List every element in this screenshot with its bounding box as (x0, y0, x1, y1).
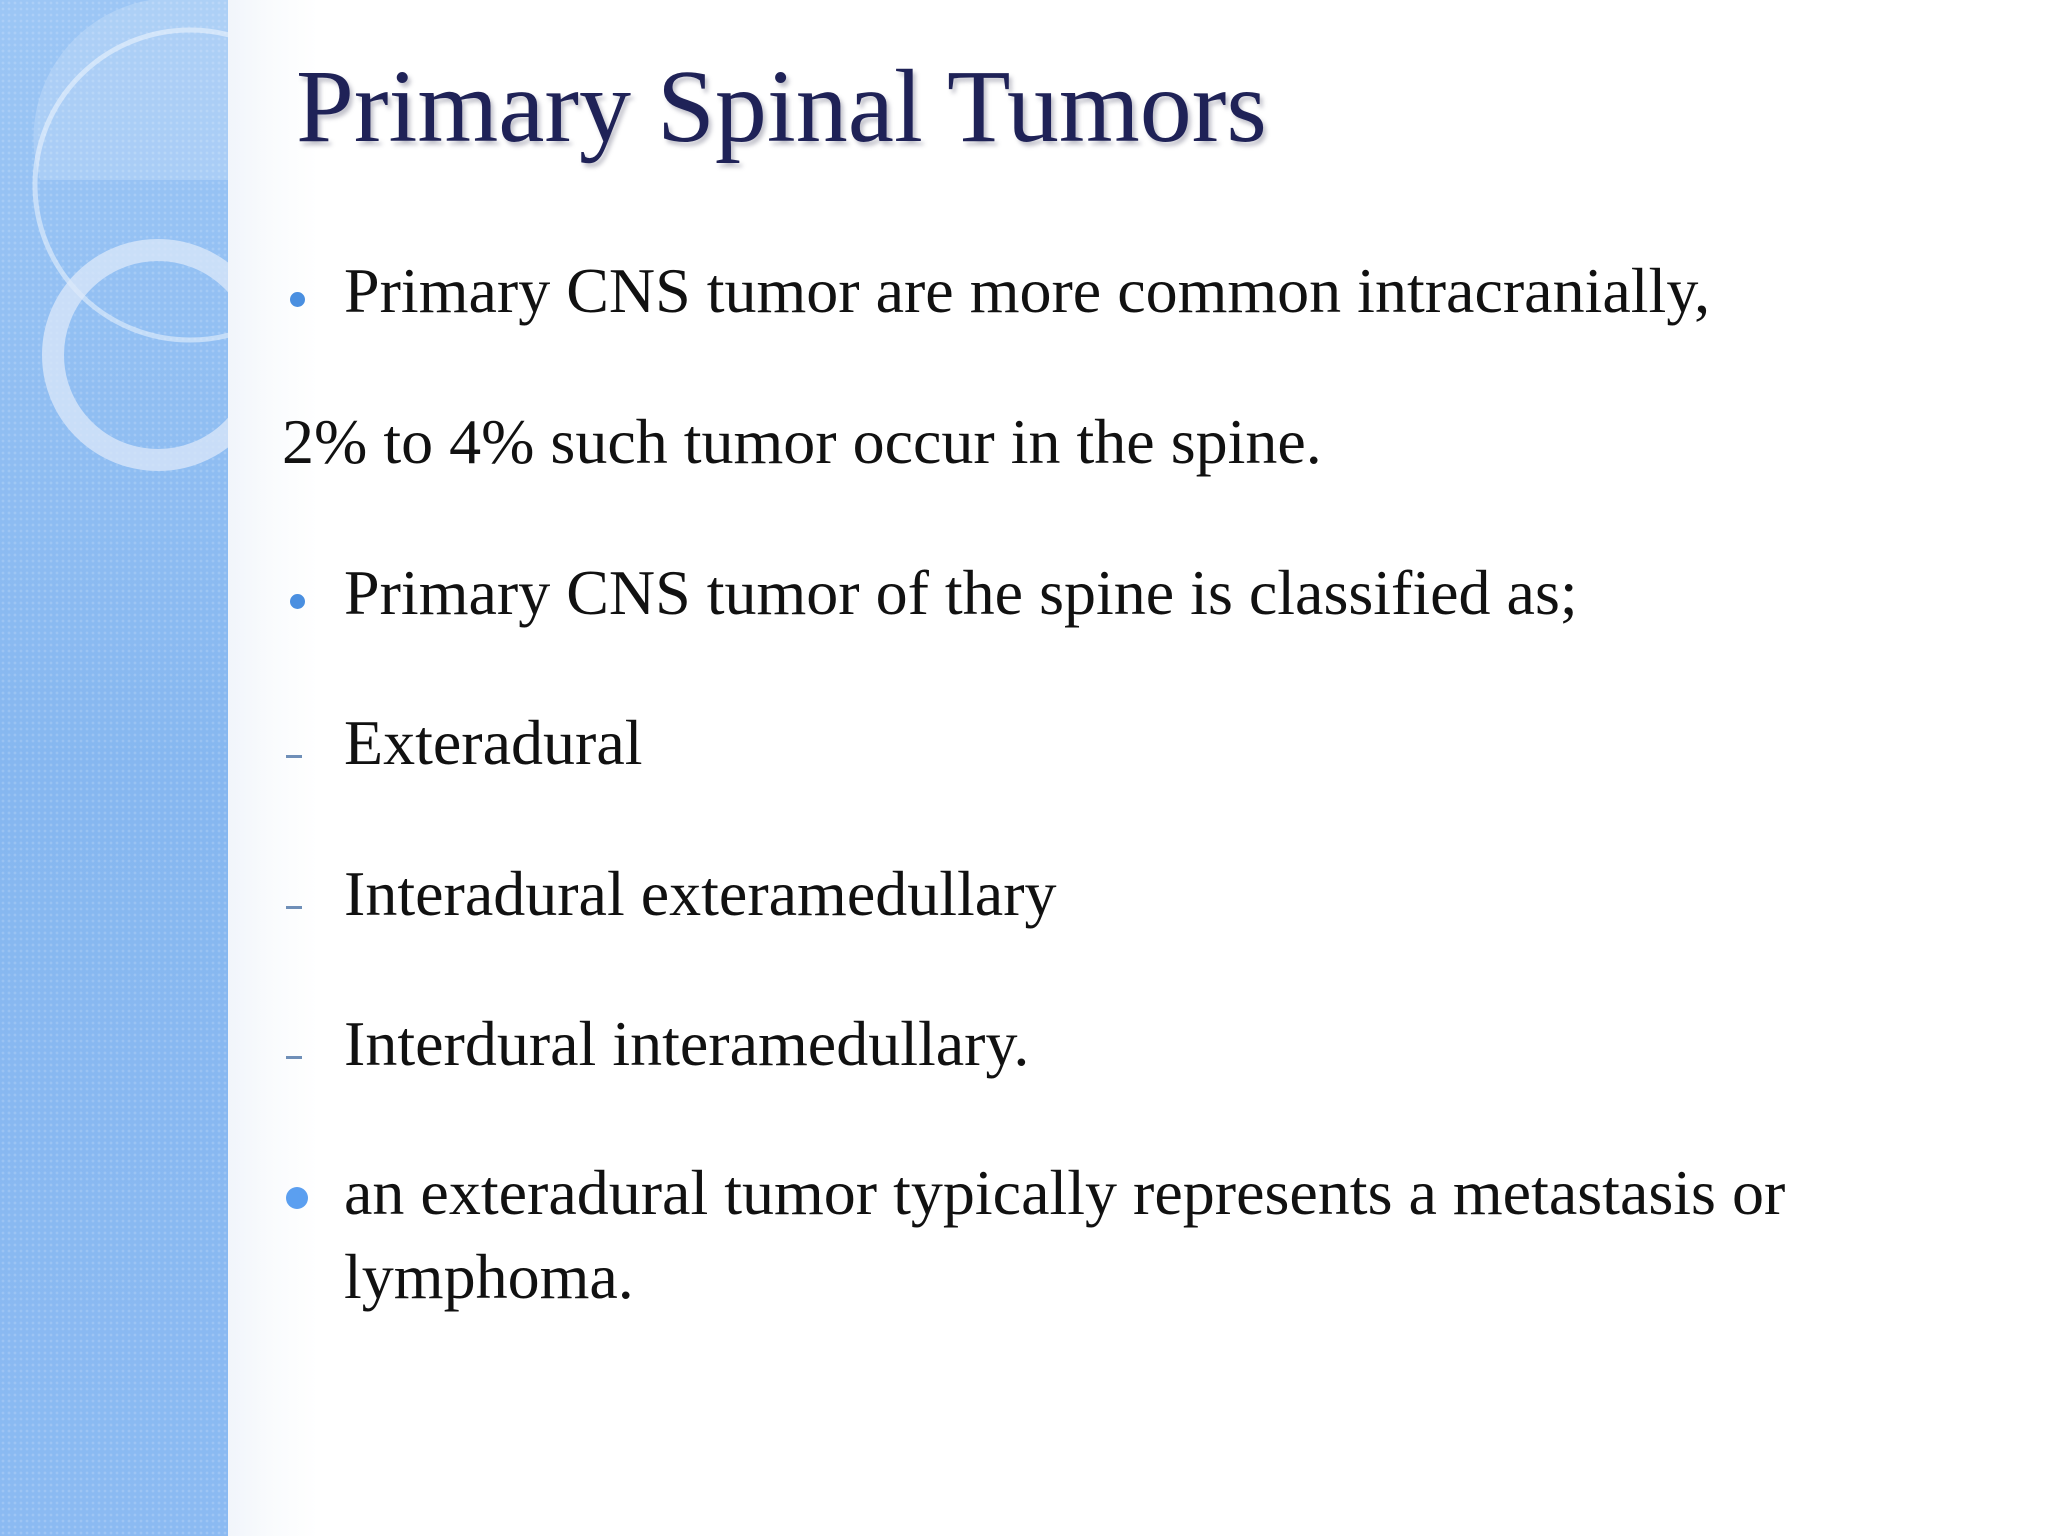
sidebar-decoration (0, 0, 228, 1536)
sub-item-text: Interdural interamedullary. (344, 1008, 1030, 1079)
sidebar-edge-shade (228, 0, 318, 1536)
plain-text: 2% to 4% such tumor occur in the spine. (282, 406, 1322, 477)
bullet-text: Primary CNS tumor of the spine is classified as; (344, 557, 1578, 628)
slide-title: Primary Spinal Tumors (296, 49, 1267, 164)
sub-item-text: Exteradural (344, 707, 643, 778)
bullet-dot-icon (286, 1187, 308, 1209)
decorative-circles (0, 0, 228, 1536)
dash-bullet-icon (286, 755, 302, 758)
bullet-text: an exteradural tumor typically represents a metastasis or lymphoma. (344, 1157, 1786, 1312)
dash-bullet-icon (286, 1056, 302, 1059)
bullet-dot-icon (290, 594, 305, 609)
dash-bullet-icon (286, 906, 302, 909)
bullet-text: Primary CNS tumor are more common intracranially, (344, 255, 1711, 326)
small-ring (53, 250, 228, 460)
sub-item-text: Interadural exteramedullary (344, 858, 1057, 929)
bullet-dot-icon (290, 292, 305, 307)
highlight-arc-shape (34, 0, 228, 180)
